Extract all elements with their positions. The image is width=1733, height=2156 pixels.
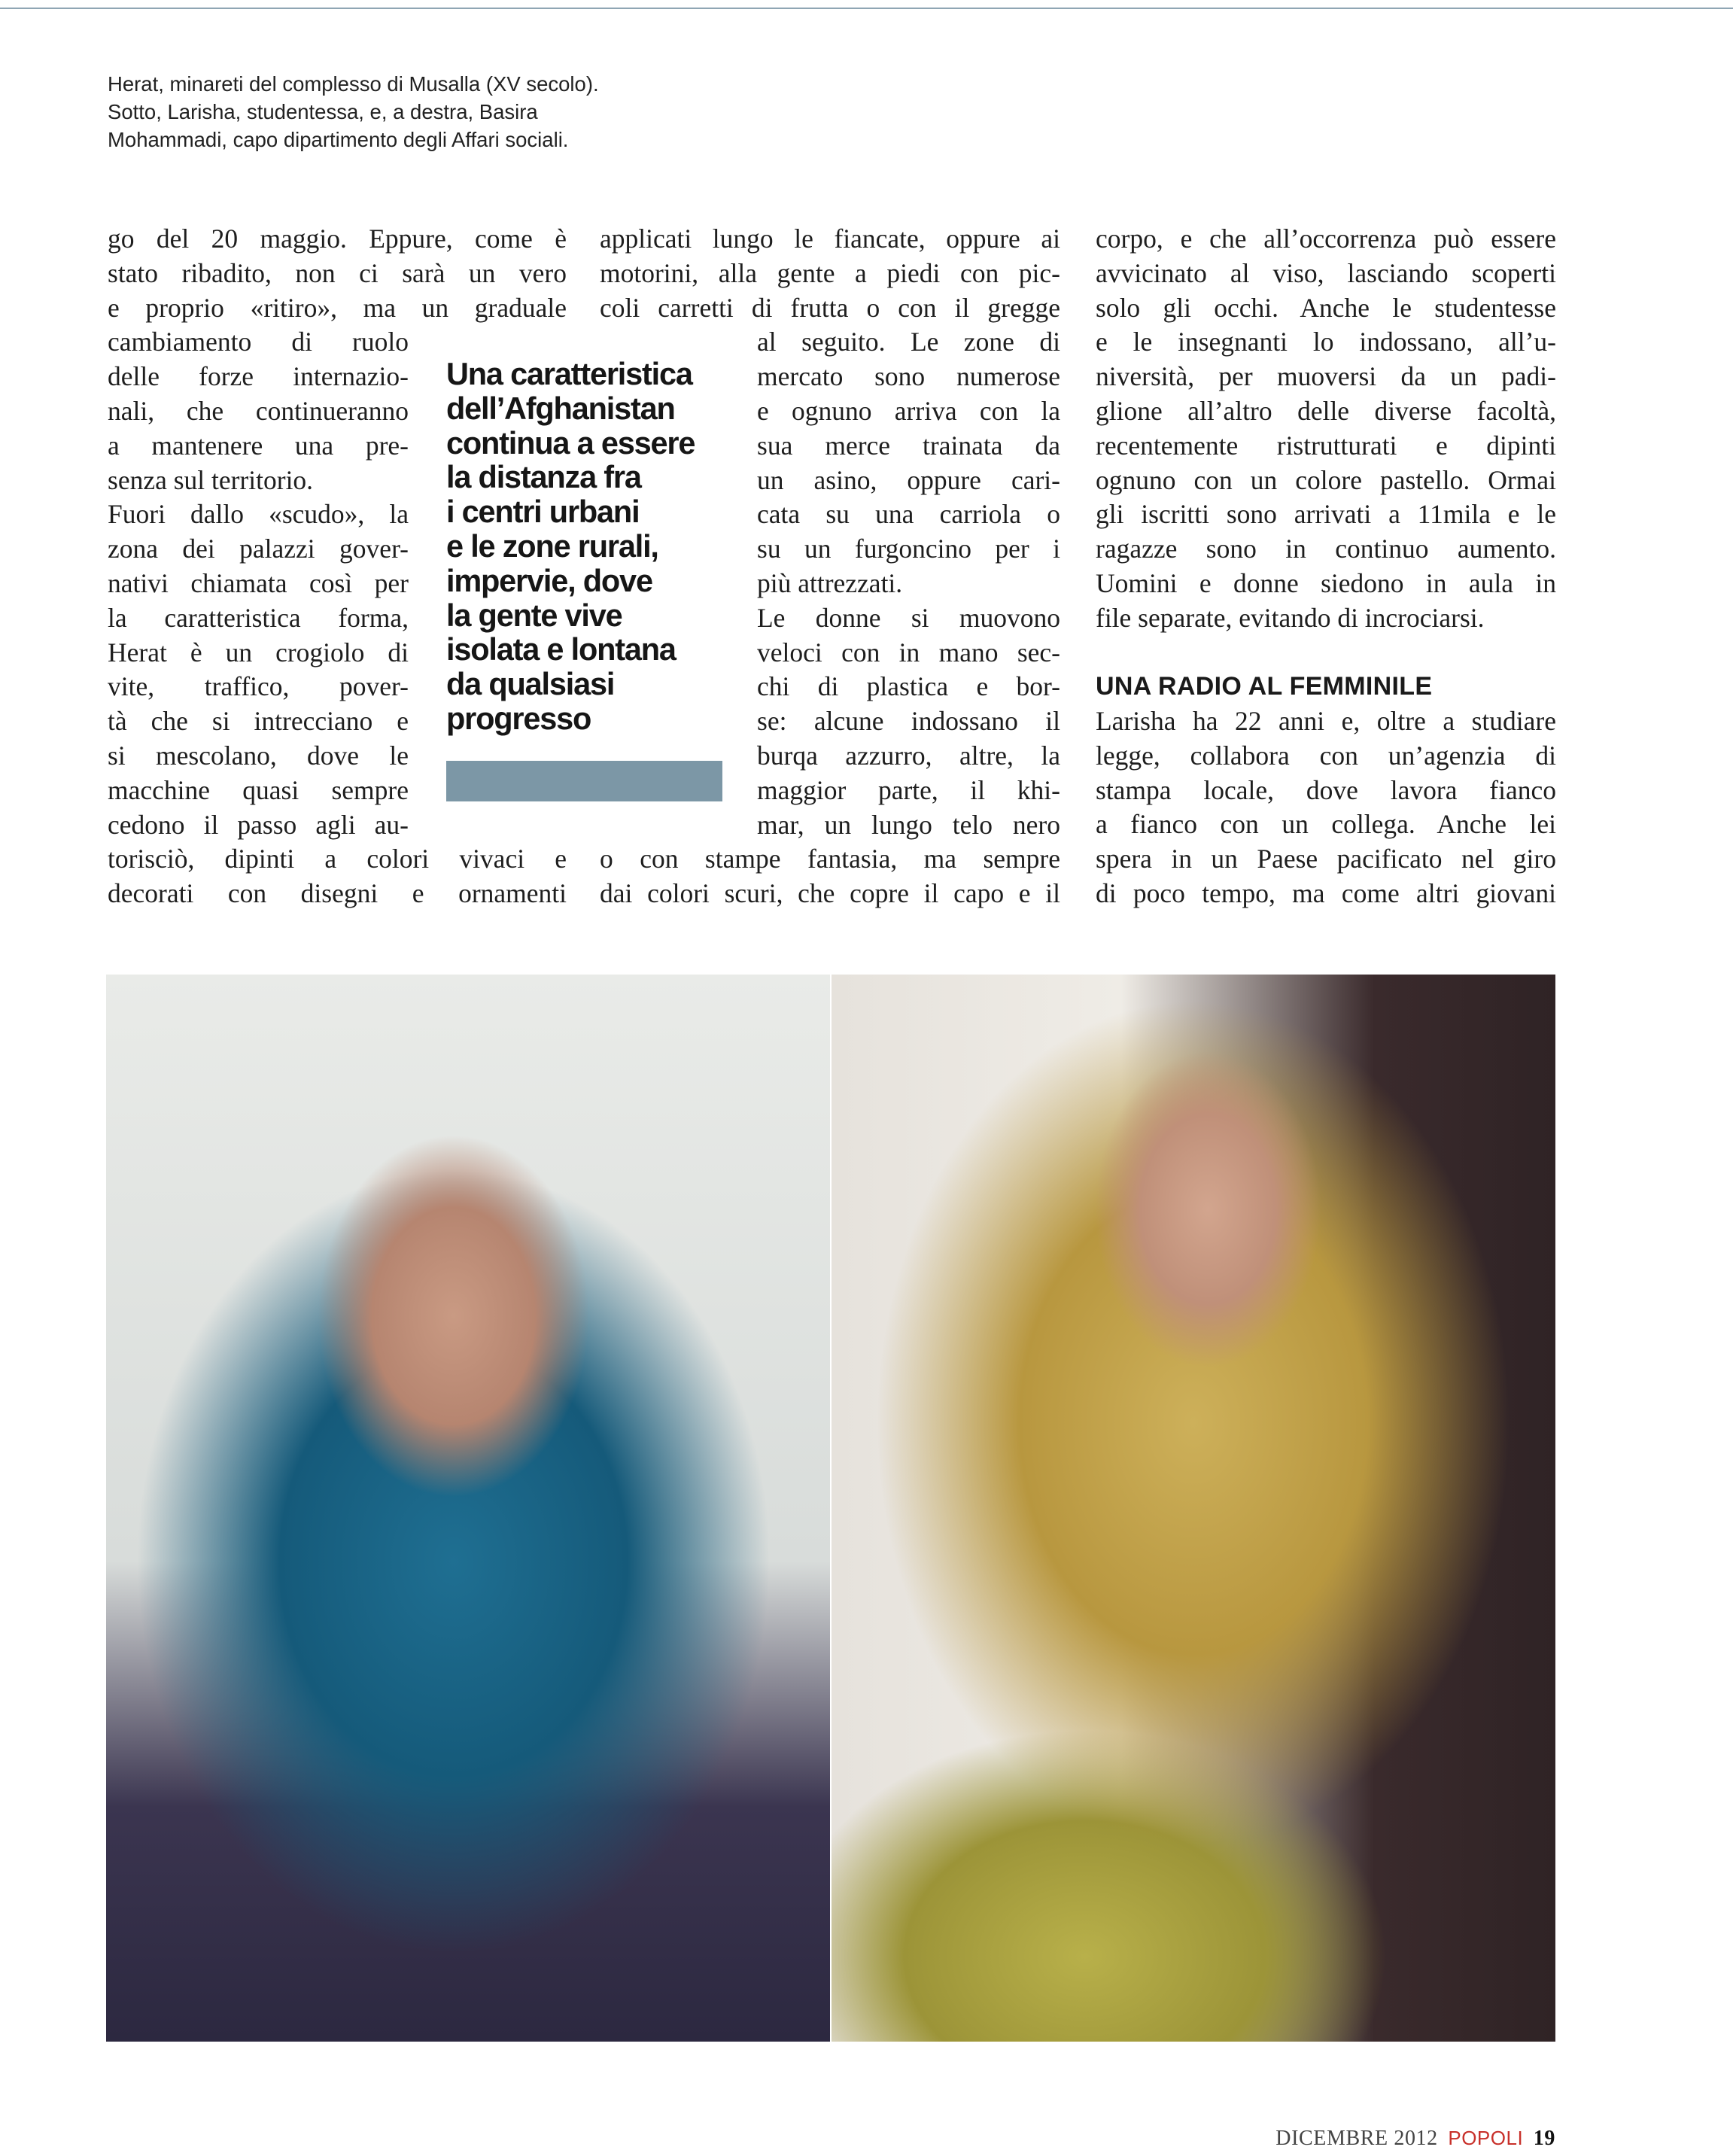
photo-larisha [106, 975, 830, 2042]
text-line: vite, traffico, pover- [108, 671, 409, 702]
pull-quote-line: i centri urbani [446, 494, 640, 530]
page-folio [1275, 2127, 1555, 2151]
text-line: la caratteristica forma, [108, 602, 409, 633]
text-line: cata su una carriola o [757, 499, 1060, 530]
text-line: Le donne si muovono [757, 602, 1060, 633]
text-line: avvicinato al viso, lasciando scoperti [1096, 257, 1556, 288]
text-line: spera in un Paese pacificato nel giro [1096, 844, 1556, 874]
text-line: stampa locale, dove lavora fianco [1096, 774, 1556, 805]
text-line: mercato sono numerose [757, 361, 1060, 392]
top-rule [0, 8, 1733, 9]
text-line: cambiamento di ruolo [108, 327, 409, 357]
text-line: macchine quasi sempre [108, 774, 409, 805]
text-line: gli iscritti sono arrivati a 11mila e le [1096, 499, 1556, 530]
text-line: si mescolano, dove le [108, 740, 409, 771]
photo-caption [108, 70, 725, 154]
page-number: 19 [1533, 2127, 1555, 2150]
pull-quote-line: da qualsiasi [446, 666, 615, 702]
text-line: torisciò, dipinti a colori vivaci e [108, 844, 567, 874]
text-line: a fianco con un collega. Anche lei [1096, 809, 1556, 840]
pull-quote-bar [446, 761, 722, 801]
pull-quote [446, 357, 732, 736]
text-line: decorati con disegni e ornamenti [108, 878, 567, 909]
pull-quote-line: Una caratteristica [446, 356, 692, 391]
text-line: e le insegnanti lo indossano, all’u- [1096, 327, 1556, 357]
folio-magazine: POPOLI [1448, 2127, 1524, 2149]
text-line: maggior parte, il khi- [757, 774, 1060, 805]
text-line: zona dei palazzi gover- [108, 534, 409, 564]
text-line: e proprio «ritiro», ma un graduale [108, 292, 567, 323]
text-line: go del 20 maggio. Eppure, come è [108, 224, 567, 254]
pull-quote-line: continua a essere [446, 424, 695, 461]
text-line: su un furgoncino per i [757, 534, 1060, 564]
pull-quote-line: dell’Afghanistan [446, 390, 675, 426]
text-line: corpo, e che all’occorrenza può essere [1096, 224, 1556, 254]
text-line: tà che si intrecciano e [108, 706, 409, 737]
text-line: di poco tempo, ma come altri giovani [1096, 878, 1556, 908]
text-line: niversità, per muoversi da un padi- [1096, 361, 1556, 392]
text-line: dai colori scuri, che copre il capo e il [600, 878, 1060, 909]
text-line: ragazze sono in continuo aumento. [1096, 534, 1556, 564]
text-line: coli carretti di frutta o con il gregge [600, 292, 1060, 323]
text-line: al seguito. Le zone di [757, 327, 1060, 357]
text-line: ognuno con un colore pastello. Ormai [1096, 464, 1556, 495]
pull-quote-line: la distanza fra [446, 459, 641, 495]
text-line: delle forze internazio- [108, 361, 409, 392]
photo-basira-mohammadi [832, 975, 1555, 2042]
text-line: sua merce trainata da [757, 430, 1060, 461]
pull-quote-line: isolata e lontana [446, 631, 676, 667]
text-line: Larisha ha 22 anni e, oltre a studiare [1096, 706, 1556, 736]
folio-date: DICEMBRE 2012 [1275, 2127, 1438, 2150]
text-line: Herat è un crogiolo di [108, 637, 409, 667]
text-line: più attrezzati. [757, 568, 903, 598]
pull-quote-line: e le zone rurali, [446, 528, 658, 564]
caption-line: Mohammadi, capo dipartimento degli Affari sociali. [108, 128, 569, 151]
text-line: veloci con in mano sec- [757, 637, 1060, 667]
text-line: senza sul territorio. [108, 464, 314, 495]
text-line: stato ribadito, non ci sarà un vero [108, 257, 567, 288]
pull-quote-line: impervie, dove [446, 562, 652, 598]
text-line: motorini, alla gente a piedi con pic- [600, 257, 1060, 288]
text-line: applicati lungo le fiancate, oppure ai [600, 224, 1060, 254]
text-line: nali, che continueranno [108, 396, 409, 426]
text-line: Fuori dallo «scudo», la [108, 499, 409, 530]
text-line: Uomini e donne siedono in aula in [1096, 568, 1556, 598]
caption-line: Herat, minareti del complesso di Musalla (XV secolo). [108, 72, 599, 96]
text-line: solo gli occhi. Anche le studentesse [1096, 292, 1556, 323]
text-line: mar, un lungo telo nero [757, 809, 1060, 840]
text-line: un asino, oppure cari- [757, 464, 1060, 495]
text-line: burqa azzurro, altre, la [757, 740, 1060, 771]
text-line: recentemente ristrutturati e dipinti [1096, 430, 1556, 461]
text-line: nativi chiamata così per [108, 568, 409, 598]
text-line: o con stampe fantasia, ma sempre [600, 844, 1060, 874]
text-line: glione all’altro delle diverse facoltà, [1096, 396, 1556, 426]
text-line: e ognuno arriva con la [757, 396, 1060, 426]
text-line: file separate, evitando di incrociarsi. [1096, 602, 1485, 633]
section-title: UNA RADIO AL FEMMINILE [1096, 672, 1433, 701]
text-line: se: alcune indossano il [757, 706, 1060, 737]
text-line: cedono il passo agli au- [108, 809, 409, 840]
text-line: a mantenere una pre- [108, 430, 409, 461]
caption-line: Sotto, Larisha, studentessa, e, a destra, Basira [108, 100, 538, 123]
text-line: legge, collabora con un’agenzia di [1096, 740, 1556, 771]
pull-quote-line: la gente vive [446, 597, 622, 633]
pull-quote-line: progresso [446, 700, 591, 736]
text-line: chi di plastica e bor- [757, 671, 1060, 702]
